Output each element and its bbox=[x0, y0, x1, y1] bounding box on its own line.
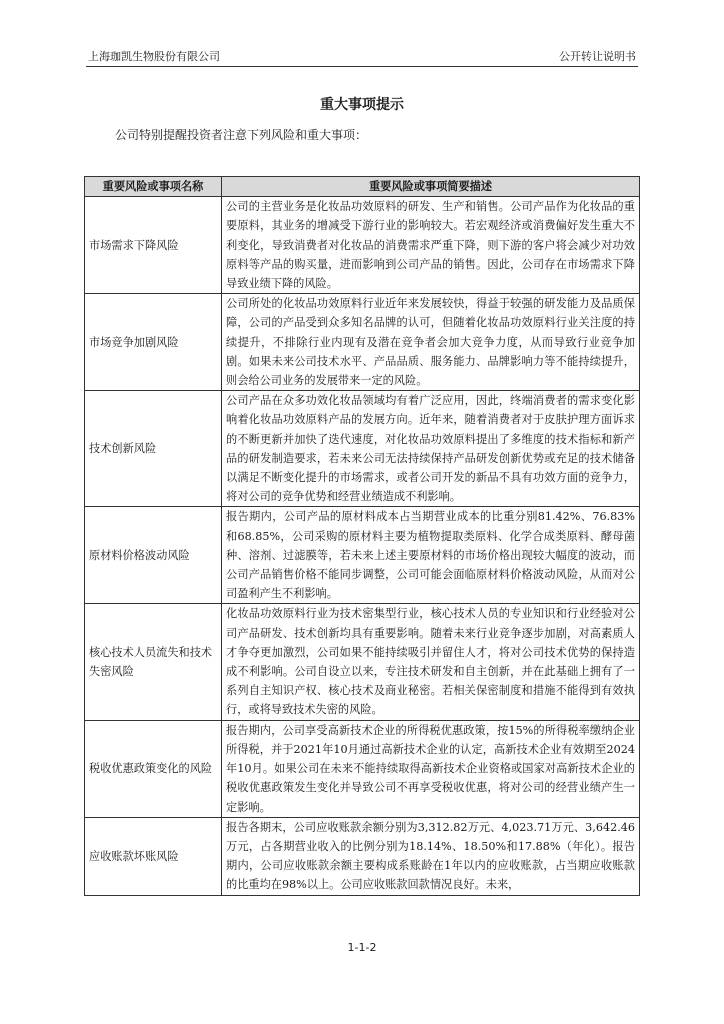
header-company: 上海珈凯生物股份有限公司 bbox=[88, 50, 220, 63]
risk-desc: 公司产品在众多功效化妆品领域均有着广泛应用，因此，终端消费者的需求变化影响着化妆品功效原料产品的发展方向。近年来，随着消费者对于皮肤护理方面诉求的不断更新并加快了迭代速度，对化妆品功效原料提出了多维度的技术指标和新产品的研发制造要求，若未来公司无法持续保持产品研发创新优势或充足的技术储备以满足不断变化提升的市场需求，或者公司开发的新品不具有功效方面的竞争力，将对公司的竞争优势和经营业绩造成不利影响。 bbox=[222, 391, 640, 507]
table-row bbox=[85, 294, 640, 391]
header-doc-type: 公开转让说明书 bbox=[559, 50, 636, 63]
risk-name: 应收账款坏账风险 bbox=[85, 817, 222, 895]
intro-text: 公司特别提醒投资者注意下列风险和重大事项： bbox=[115, 128, 368, 142]
page-number: 1-1-2 bbox=[347, 941, 377, 954]
table-header-row bbox=[85, 177, 640, 197]
risk-table bbox=[84, 176, 640, 896]
table-row bbox=[85, 720, 640, 817]
page-header bbox=[86, 50, 638, 67]
page-title: 重大事项提示 bbox=[320, 97, 404, 113]
risk-desc: 报告期内，公司享受高新技术企业的所得税优惠政策，按15%的所得税率缴纳企业所得税，并于2021年10月通过高新技术企业的认定，高新技术企业有效期至2024年10月。如果公司在未来不能持续取得高新技术企业资格或国家对高新技术企业的税收优惠政策发生变化并导致公司不再享受税收优惠，将对公司的经营业绩产生一定影响。 bbox=[222, 720, 640, 817]
table-row bbox=[85, 391, 640, 507]
risk-name: 税收优惠政策变化的风险 bbox=[85, 720, 222, 817]
header-risk-name: 重要风险或事项名称 bbox=[85, 177, 222, 197]
table-row bbox=[85, 604, 640, 720]
risk-name: 原材料价格波动风险 bbox=[85, 507, 222, 604]
risk-name: 市场需求下降风险 bbox=[85, 197, 222, 294]
risk-name: 核心技术人员流失和技术失密风险 bbox=[85, 604, 222, 720]
table-row bbox=[85, 507, 640, 604]
risk-name: 市场竞争加剧风险 bbox=[85, 294, 222, 391]
table-row bbox=[85, 817, 640, 895]
table-row bbox=[85, 197, 640, 294]
risk-name: 技术创新风险 bbox=[85, 391, 222, 507]
risk-desc: 公司所处的化妆品功效原料行业近年来发展较快，得益于较强的研发能力及品质保障，公司的产品受到众多知名品牌的认可，但随着化妆品功效原料行业关注度的持续提升，不排除行业内现有及潜在竞争者会加大竞争力度，从而导致行业竞争加剧。如果未来公司技术水平、产品品质、服务能力、品牌影响力等不能持续提升，则会给公司业务的发展带来一定的风险。 bbox=[222, 294, 640, 391]
risk-desc: 报告各期末，公司应收账款余额分别为3,312.82万元、4,023.71万元、3,642.46万元，占各期营业收入的比例分别为18.14%、18.50%和17.88%（年化）。报告期内，公司应收账款余额主要构成系账龄在1年以内的应收账款，占当期应收账款的比重均在98%以上。公司应收账款回款情况良好。未来， bbox=[222, 817, 640, 895]
risk-desc: 化妆品功效原料行业为技术密集型行业，核心技术人员的专业知识和行业经验对公司产品研发、技术创新均具有重要影响。随着未来行业竞争逐步加剧，对高素质人才争夺更加激烈，公司如果不能持续吸引并留住人才，将对公司技术优势的保持造成不利影响。公司自设立以来，专注技术研发和自主创新，并在此基础上拥有了一系列自主知识产权、核心技术及商业秘密。若相关保密制度和措施不能得到有效执行，或将导致技术失密的风险。 bbox=[222, 604, 640, 720]
risk-desc: 报告期内，公司产品的原材料成本占当期营业成本的比重分别81.42%、76.83%和68.85%，公司采购的原材料主要为植物提取类原料、化学合成类原料、酵母菌种、溶剂、过滤膜等，若未来上述主要原材料的市场价格出现较大幅度的波动，而公司产品销售价格不能同步调整，公司可能会面临原材料价格波动风险，从而对公司盈利产生不利影响。 bbox=[222, 507, 640, 604]
header-risk-desc: 重要风险或事项简要描述 bbox=[222, 177, 640, 197]
risk-desc: 公司的主营业务是化妆品功效原料的研发、生产和销售。公司产品作为化妆品的重要原料，其业务的增减受下游行业的影响较大。若宏观经济或消费偏好发生重大不利变化，导致消费者对化妆品的消费需求严重下降，则下游的客户将会减少对功效原料等产品的购买量，进而影响到公司产品的销售。因此，公司存在市场需求下降导致业绩下降的风险。 bbox=[222, 197, 640, 294]
